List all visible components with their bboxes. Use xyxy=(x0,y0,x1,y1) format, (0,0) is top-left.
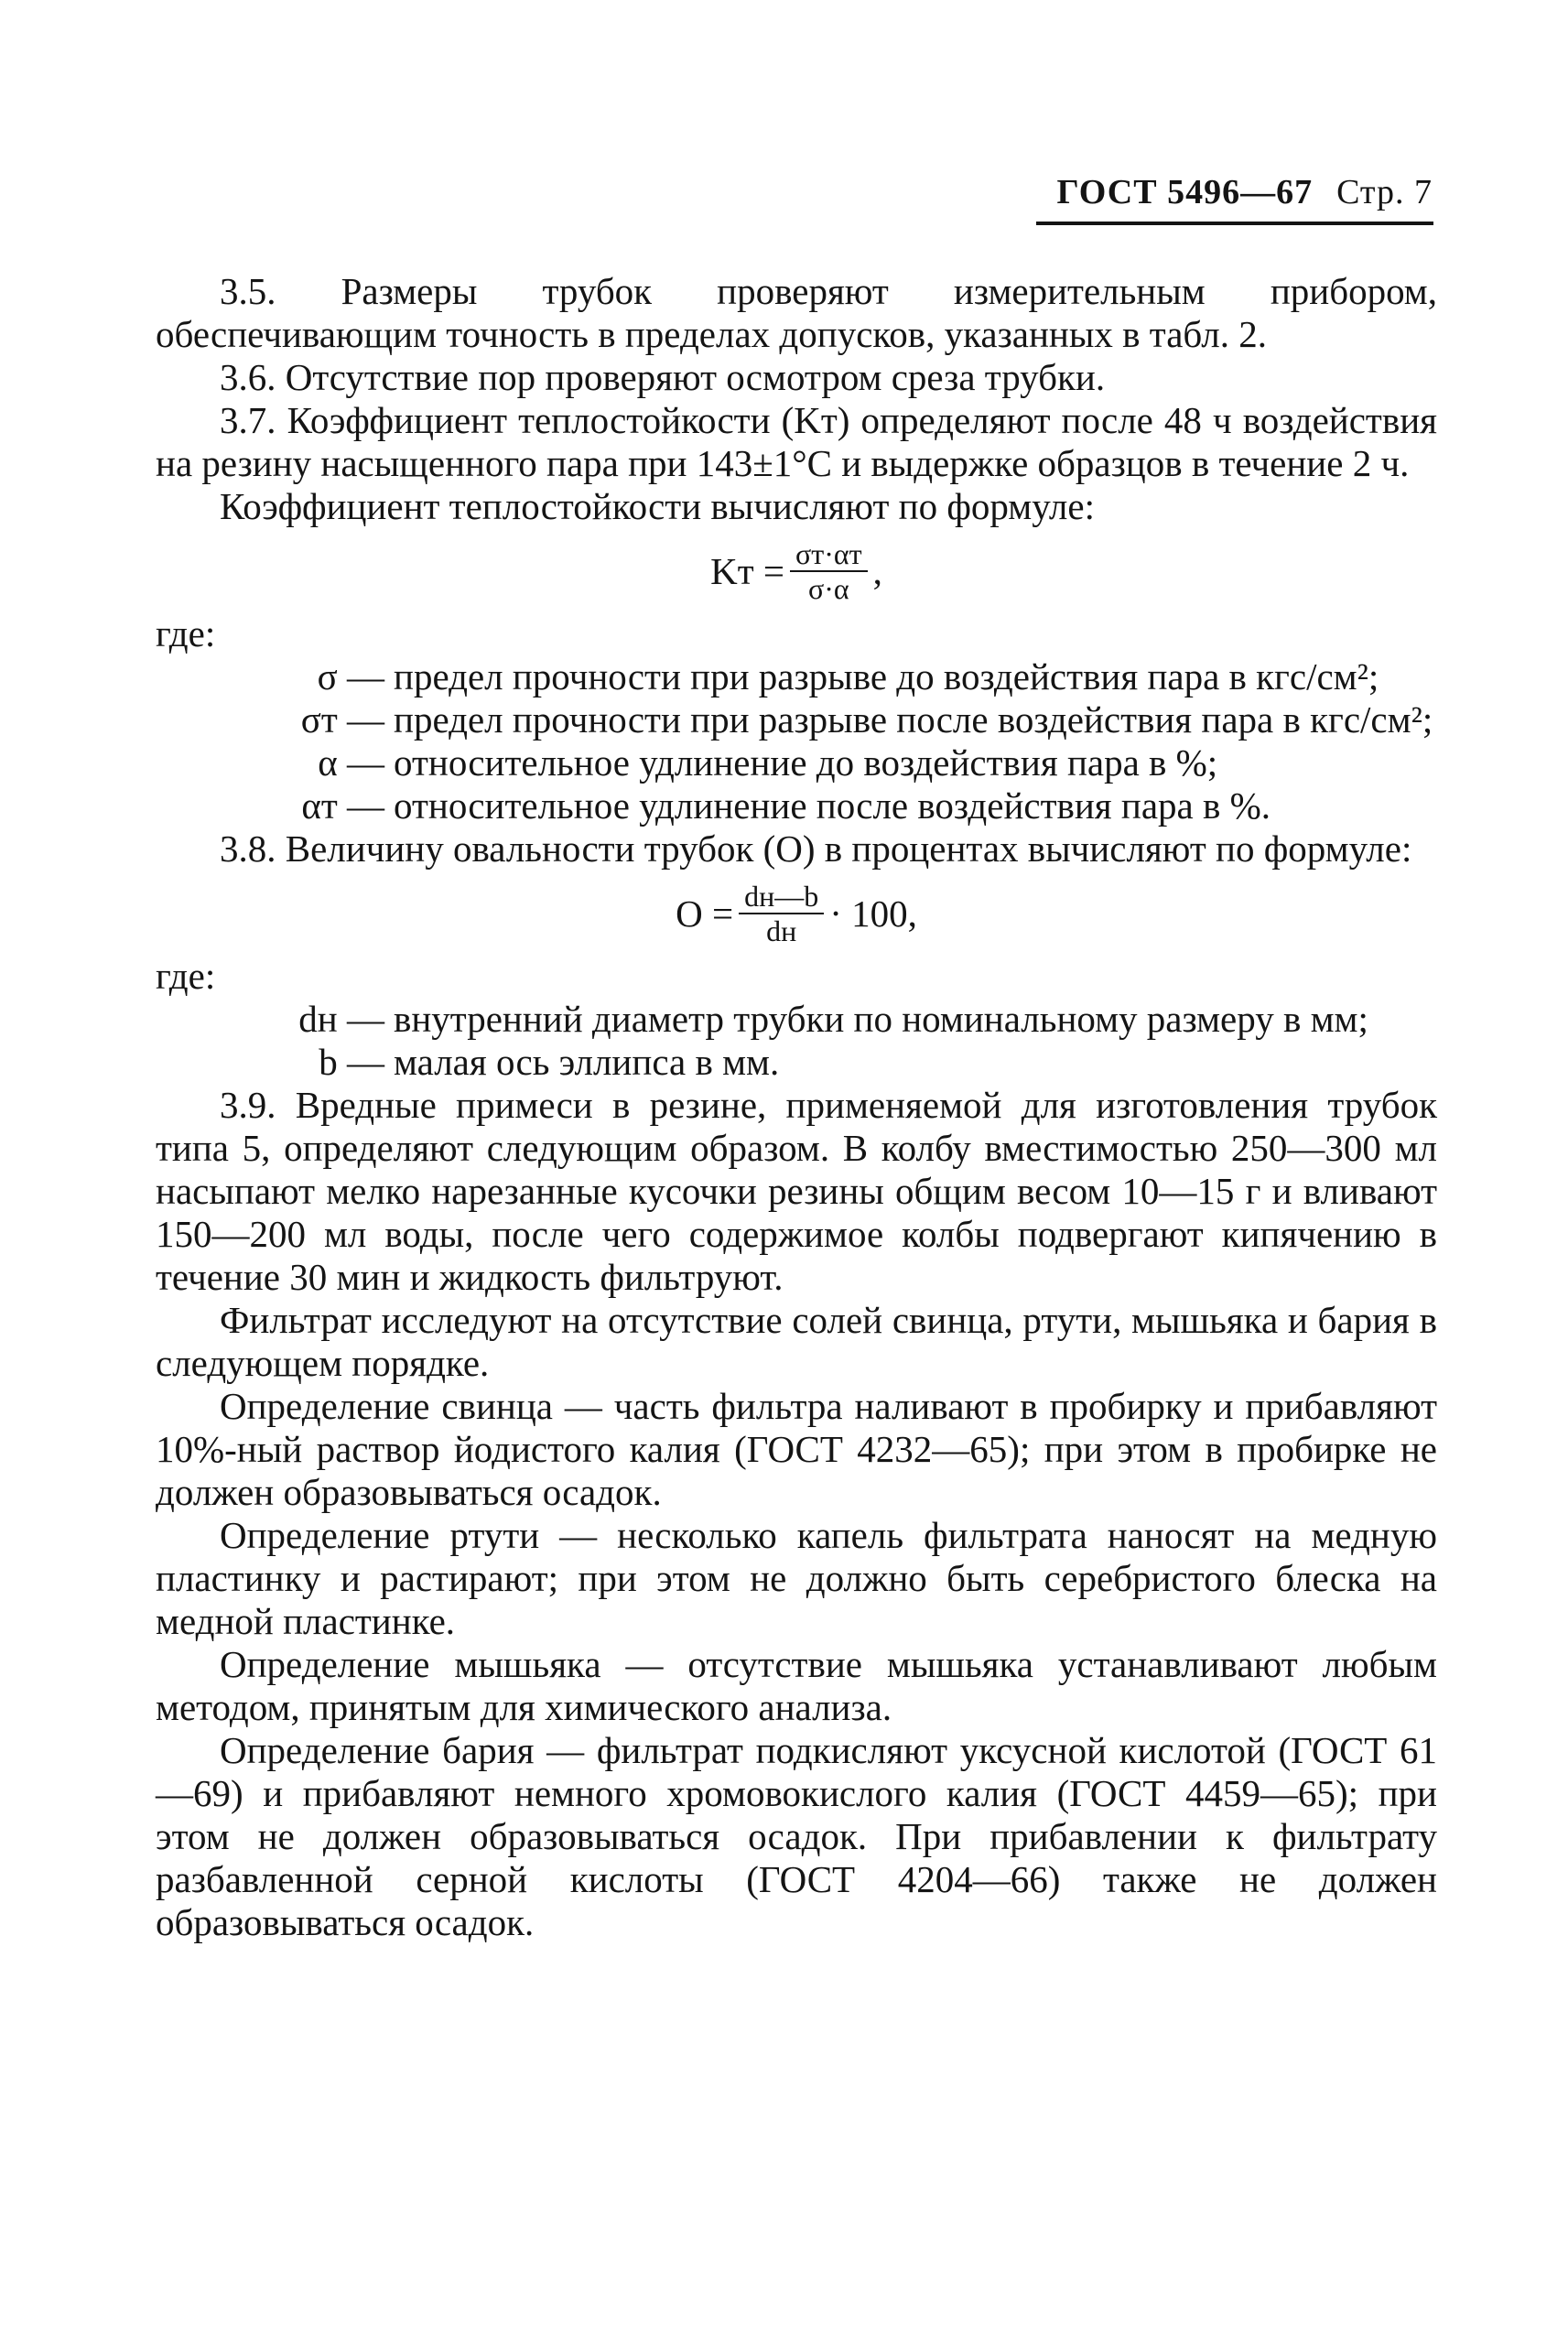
definition-symbol: α — xyxy=(318,741,384,784)
definition-symbol: dн — xyxy=(298,998,384,1040)
page-number: Стр. 7 xyxy=(1336,173,1433,211)
formula-ovality xyxy=(156,880,1437,947)
definition-row xyxy=(156,1041,1437,1084)
formula-fraction xyxy=(790,537,868,605)
formula-heat-coefficient xyxy=(156,537,1437,605)
formula-fraction xyxy=(739,880,824,947)
standard-number: ГОСТ 5496—67 xyxy=(1056,173,1314,211)
definition-text: предел прочности при разрыве после воздействия пара в кгс/см²; xyxy=(394,698,1433,741)
definition-symbol: σ — xyxy=(317,655,384,698)
definition-text: относительное удлинение до воздействия пара в %; xyxy=(394,741,1218,784)
formula-denominator: σ·α xyxy=(807,572,849,605)
paragraph-barium: Определение бария — фильтрат подкисляют уксусной кислотой (ГОСТ 61—69) и прибавляют немного хромовокислого калия (ГОСТ 4459—65); при этом не должен образовываться осадок. При прибавлении к фильтрату разбавленной серной кислоты (ГОСТ 4204—66) также не должен образовываться осадок. xyxy=(156,1729,1437,1943)
formula-denominator: dн xyxy=(766,914,797,947)
document-body xyxy=(156,270,1437,1944)
formula-lhs: О = xyxy=(676,892,734,935)
paragraph-3-8: 3.8. Величину овальности трубок (О) в процентах вычисляют по формуле: xyxy=(220,827,1412,870)
definition-row xyxy=(156,741,1437,784)
definition-row xyxy=(156,655,1437,698)
formula-numerator: σт·αт xyxy=(790,537,868,572)
formula-tail: · 100, xyxy=(829,892,917,935)
paragraph-3-5: 3.5. Размеры трубок проверяют измерительным прибором, обеспечивающим точность в пределах допусков, указанных в табл. 2. xyxy=(156,270,1437,355)
formula-tail: , xyxy=(872,549,882,592)
paragraph-3-7: 3.7. Коэффициент теплостойкости (Kт) определяют после 48 ч воздействия на резину насыщенного пара при 143±1°С и выдержке образцов в течение 2 ч. xyxy=(156,399,1437,484)
definition-symbol: αт — xyxy=(301,784,384,827)
definition-text: малая ось эллипса в мм. xyxy=(394,1041,780,1083)
definition-symbol: b — xyxy=(319,1041,384,1083)
paragraph-3-9: 3.9. Вредные примеси в резине, применяемой для изготовления трубок типа 5, определяют следующим образом. В колбу вместимостью 250—300 мл насыпают мелко нарезанные кусочки резины общим весом 10—15 г и вливают 150—200 мл воды, после чего содержимое колбы подвергают кипячению в течение 30 мин и жидкость фильтруют. xyxy=(156,1084,1437,1298)
definition-row xyxy=(156,998,1437,1041)
definition-text: внутренний диаметр трубки по номинальному размеру в мм; xyxy=(394,998,1368,1040)
where-label: где: xyxy=(156,955,216,997)
definition-text: предел прочности при разрыве до воздействия пара в кгс/см²; xyxy=(394,655,1379,698)
definition-row xyxy=(156,698,1437,741)
paragraph-filtrate: Фильтрат исследуют на отсутствие солей свинца, ртути, мышьяка и бария в следующем порядке. xyxy=(156,1299,1437,1384)
paragraph-mercury: Определение ртути — несколько капель фильтрата наносят на медную пластинку и растирают; при этом не должно быть серебристого блеска на медной пластинке. xyxy=(156,1514,1437,1642)
header-rule xyxy=(1036,222,1433,225)
formula-numerator: dн—b xyxy=(739,880,824,914)
paragraph-lead: Определение свинца — часть фильтра наливают в пробирку и прибавляют 10%-ный раствор йодистого калия (ГОСТ 4232—65); при этом в пробирке не должен образовываться осадок. xyxy=(156,1385,1437,1513)
formula-lhs: Kт = xyxy=(710,549,784,592)
heat-formula-intro: Коэффициент теплостойкости вычисляют по формуле: xyxy=(220,485,1095,527)
definition-row xyxy=(156,784,1437,827)
definition-text: относительное удлинение после воздействия пара в %. xyxy=(394,784,1271,827)
where-label: где: xyxy=(156,612,216,654)
page-header xyxy=(1034,172,1433,212)
paragraph-arsenic: Определение мышьяка — отсутствие мышьяка устанавливают любым методом, принятым для химического анализа. xyxy=(156,1643,1437,1728)
paragraph-3-6: 3.6. Отсутствие пор проверяют осмотром среза трубки. xyxy=(220,356,1106,398)
definition-symbol: σт — xyxy=(300,698,384,741)
